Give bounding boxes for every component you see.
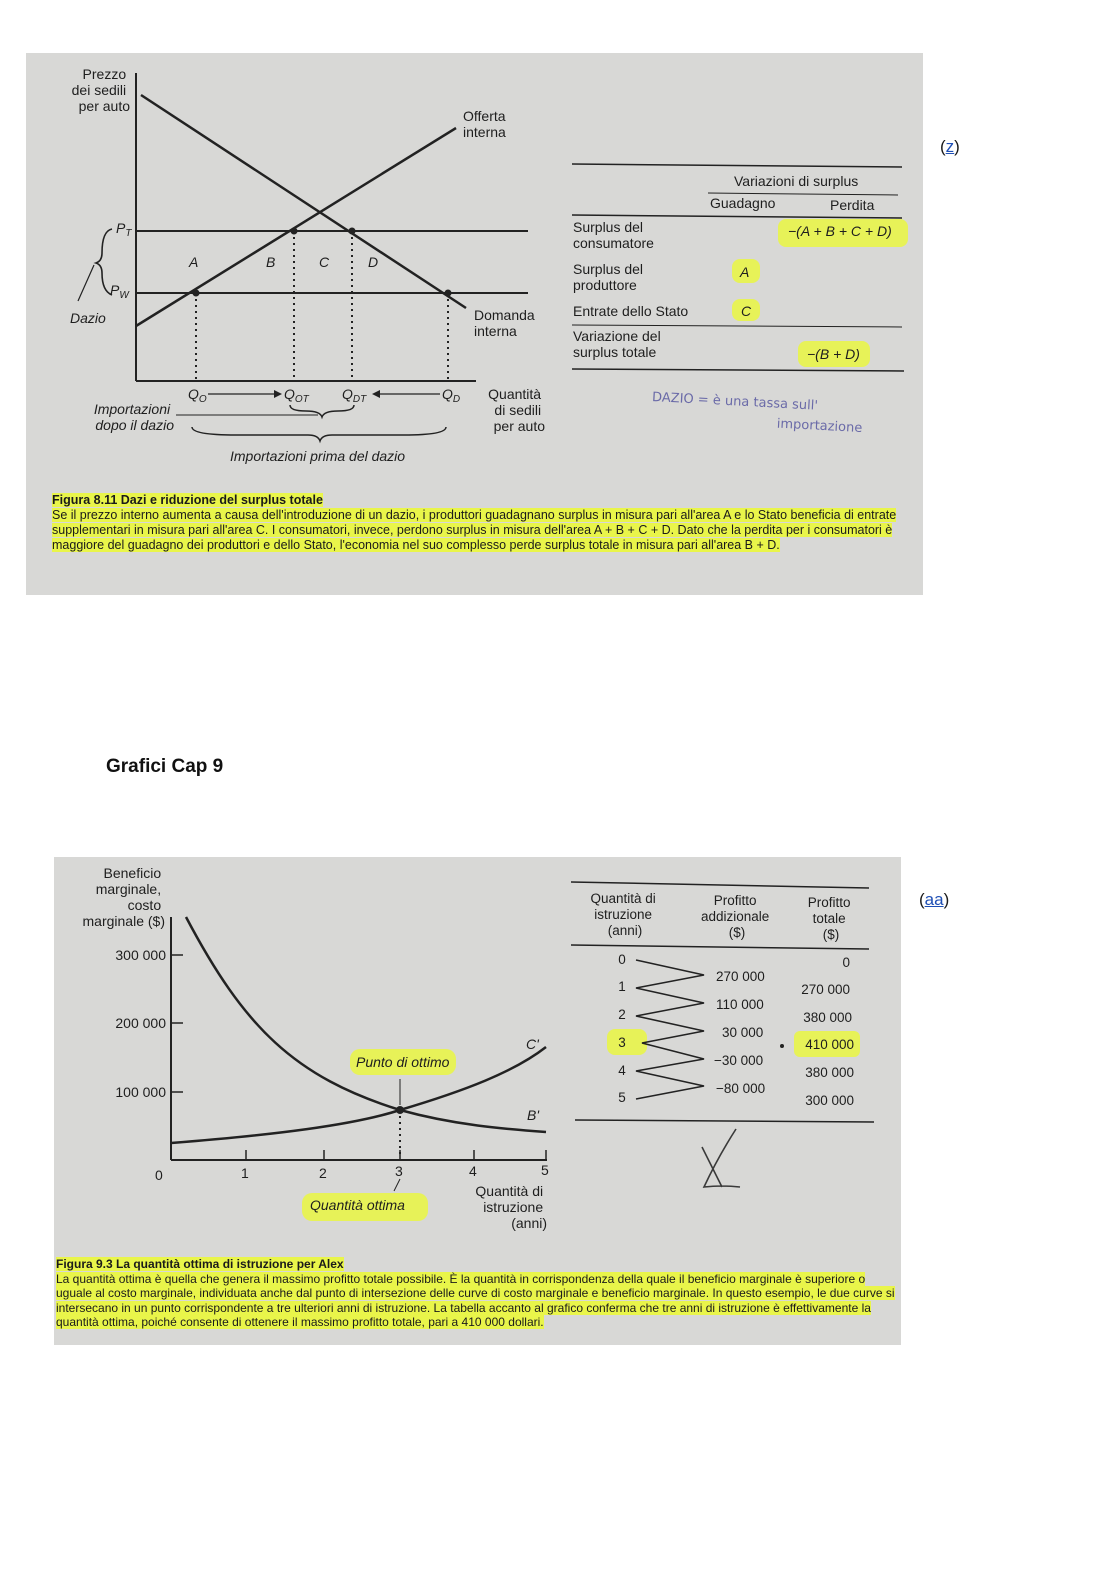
table1-col-gain: Guadagno: [710, 195, 776, 211]
handwritten-check: [702, 1129, 740, 1187]
point-q0: [193, 290, 200, 297]
table2-zigzag: [636, 960, 704, 1099]
table1-row-rule: [572, 325, 902, 327]
handwritten-note: DAZIO = è una tassa sull' importazione: [651, 390, 863, 437]
row-consumer-label: Surplus del consumatore: [573, 219, 654, 251]
demand-curve: [141, 95, 466, 308]
figure-8-11-caption-text: Se il prezzo interno aumenta a causa dell'introduzione di un dazio, i produttori guadagnano surplus in misura pari all'area A e lo Stato beneficia di entrate supplementari in misura pari all'area C. I consumatori, invece, perdono surplus in misura dell'area A + B + C + D. Dato che la perdita per i consumatori è maggiore del guadagno dei produttori e dello Stato, l'economia nel suo complesso perde surplus totale in misura pari all'area B + D.: [52, 508, 897, 552]
ref-link-z[interactable]: z: [945, 137, 955, 156]
x-tick-1: 1: [241, 1165, 249, 1181]
row-consumer-loss: −(A + B + C + D): [788, 223, 892, 239]
qdt-label: $Q_{DT}$: [342, 386, 367, 405]
supply-curve: [136, 128, 456, 326]
area-b-label: B: [266, 254, 276, 270]
total-profit-0: 0: [842, 955, 850, 970]
imports-before-brace: [192, 427, 446, 441]
demand-label: Domanda interna: [474, 307, 535, 339]
curve-b-label: B': [527, 1107, 540, 1123]
arrow-head-left: [372, 390, 380, 398]
row-producer-gain: A: [740, 264, 750, 280]
point-qd: [445, 290, 452, 297]
optimum-point-label: Punto di ottimo: [356, 1054, 450, 1070]
y-tick-300000: 300 000: [115, 947, 166, 963]
table2-header-rule: [571, 945, 869, 949]
additional-profit-5: −80 000: [716, 1081, 766, 1096]
figure-8-11-caption: [52, 493, 912, 553]
section-heading: Grafici Cap 9: [106, 756, 224, 777]
arrow-head-right: [274, 390, 282, 398]
ref-link-aa-wrapper: (aa): [919, 890, 950, 909]
table1-col-rule: [572, 215, 902, 218]
additional-profit-3: 30 000: [722, 1025, 764, 1040]
optimum-point: [396, 1106, 404, 1114]
point-qdt: [349, 228, 356, 235]
x-ticks: [246, 1150, 546, 1160]
total-profit-2: 380 000: [803, 1010, 852, 1025]
figure-8-11-caption-title: Figura 8.11 Dazi e riduzione del surplus totale: [52, 493, 323, 507]
point-qot: [291, 228, 298, 235]
year-1: 1: [618, 979, 626, 994]
figure-9-3-caption-title: Figura 9.3 La quantità ottima di istruzione per Alex: [56, 1257, 344, 1271]
table2-bottom-rule: [575, 1120, 874, 1122]
optimum-quantity-pointer: [394, 1179, 400, 1191]
additional-profit-4: −30 000: [714, 1053, 764, 1068]
row-total-loss: −(B + D): [807, 346, 860, 362]
figure-9-3-caption: [56, 1257, 896, 1330]
total-profit-1: 270 000: [801, 982, 850, 997]
q0-label: $Q_O$: [188, 386, 207, 405]
x-axis-label: Quantità di sedili per auto: [488, 386, 545, 434]
imports-after-label: Importazioni dopo il dazio: [93, 401, 174, 433]
year-3: 3: [618, 1035, 626, 1050]
table2-header-years: Quantità di istruzione (anni): [590, 891, 656, 938]
qot-label: $Q_{OT}$: [284, 386, 309, 405]
supply-label: Offerta interna: [463, 108, 506, 140]
x-tick-2: 2: [319, 1165, 327, 1181]
y-axis-label: Beneficio marginale, costo marginale ($): [82, 865, 165, 929]
area-d-label: D: [368, 254, 379, 270]
x-tick-5: 5: [541, 1162, 549, 1178]
x-tick-4: 4: [469, 1163, 477, 1179]
imports-before-label: Importazioni prima del dazio: [230, 448, 406, 464]
curve-c-label: C': [526, 1036, 539, 1052]
row-total-label: Variazione del surplus totale: [573, 328, 661, 360]
table2-header-additional: Profitto addizionale ($): [700, 893, 770, 940]
ref-link-z-wrapper: (z): [940, 137, 960, 156]
row-state-gain: C: [741, 303, 752, 319]
table1-bottom-rule: [572, 369, 904, 371]
qd-label: $Q_D$: [442, 386, 461, 405]
table1-col-loss: Perdita: [830, 197, 875, 213]
optimum-quantity-label: Quantità ottima: [310, 1197, 405, 1213]
highlight-year-3: [607, 1029, 647, 1055]
y-tick-100000: 100 000: [115, 1084, 166, 1100]
x-tick-0: 0: [155, 1167, 163, 1183]
dazio-pointer: [78, 265, 94, 301]
year-0: 0: [618, 952, 626, 967]
y-ticks: [171, 955, 183, 1092]
table2-header-total: Profitto totale ($): [807, 895, 851, 942]
additional-profit-2: 110 000: [716, 997, 764, 1012]
y-axis-label: Prezzo dei sedili per auto: [71, 66, 130, 114]
total-profit-5: 300 000: [805, 1093, 854, 1108]
ref-link-aa[interactable]: aa: [924, 890, 944, 909]
x-tick-3: 3: [395, 1163, 403, 1179]
dazio-label: Dazio: [70, 310, 106, 326]
area-a-label: A: [189, 254, 199, 270]
area-c-label: C: [319, 254, 330, 270]
additional-profit-1: 270 000: [716, 969, 765, 984]
year-4: 4: [618, 1063, 626, 1078]
figure-9-3-caption-text: La quantità ottima è quella che genera il massimo profitto totale possibile. È la quantità in corrispondenza della quale il beneficio marginale è superiore o uguale al costo marginale, individuata anche dal punto di intersezione delle curve di costo marginale e beneficio marginale. In questo esempio, le due curve si intersecano in un punto corrispondente a tre ulteriori anni di istruzione. La tabella accanto al grafico conferma che tre anni di istruzione è effettivamente la quantità ottima, poiché consente di ottenere il massimo profitto totale, pari a 410 000 dollari.: [56, 1271, 895, 1329]
total-profit-4: 380 000: [805, 1065, 854, 1080]
table1-top-rule: [572, 164, 902, 167]
year-5: 5: [618, 1090, 626, 1105]
year-2: 2: [618, 1007, 626, 1022]
figure-9-3-photo: [54, 857, 901, 1345]
row-producer-label: Surplus del produttore: [573, 261, 644, 293]
pt-label: $P_T$: [116, 220, 132, 239]
row-state-label: Entrate dello Stato: [573, 303, 689, 319]
total-profit-3: 410 000: [805, 1037, 854, 1052]
y-tick-200000: 200 000: [115, 1015, 166, 1031]
figure-8-11-photo: [26, 53, 923, 595]
table1-header: Variazioni di surplus: [734, 173, 859, 189]
x-axis-label: Quantità di istruzione (anni): [475, 1183, 547, 1231]
table2-dot: [780, 1044, 784, 1048]
table2-top-rule: [571, 882, 869, 888]
marginal-benefit-curve: [186, 917, 546, 1132]
pw-label: $P_W$: [110, 282, 129, 301]
